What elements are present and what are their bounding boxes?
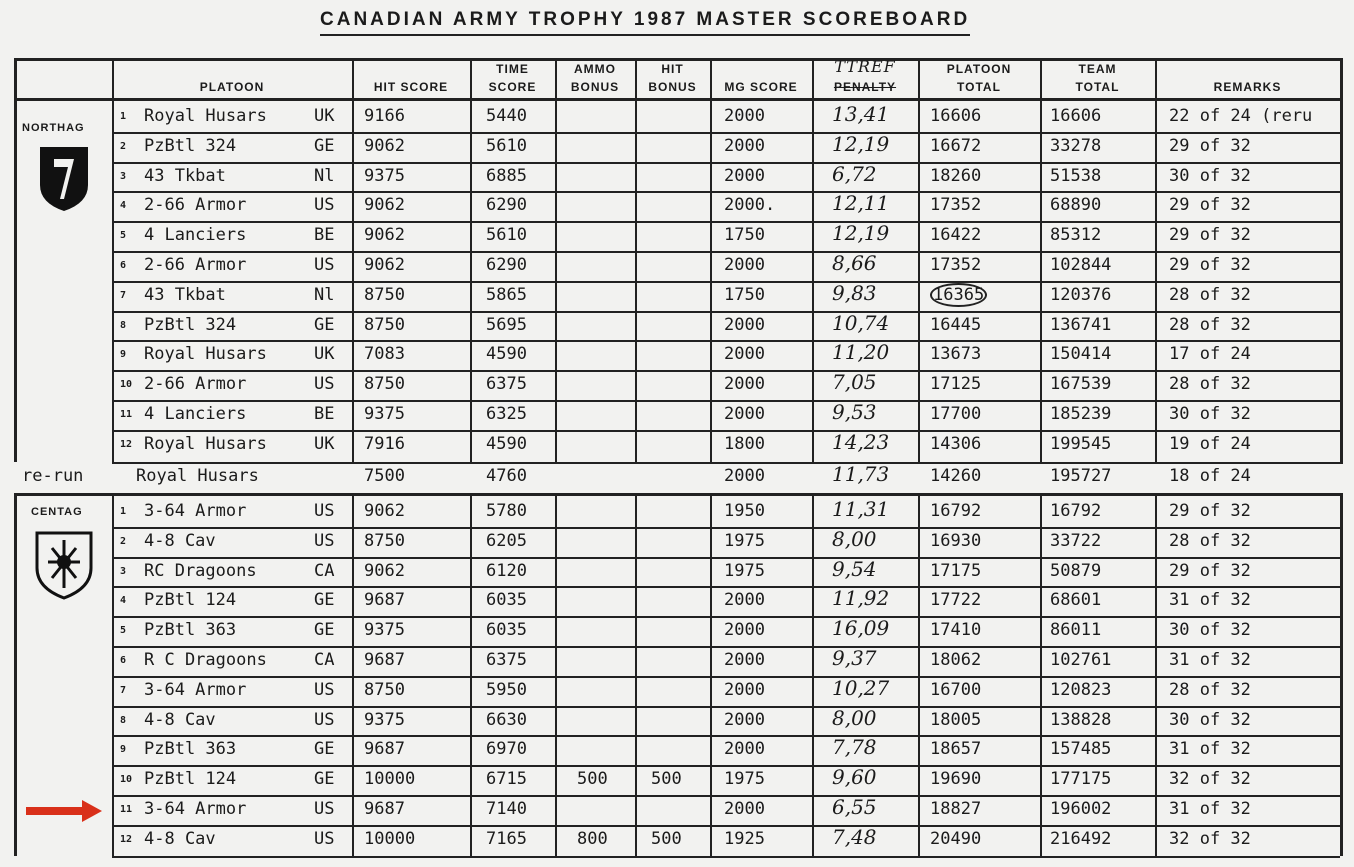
- row-number: 8: [120, 319, 127, 331]
- platoon-name: 2-66 Armor: [144, 255, 247, 275]
- country-code: GE: [314, 739, 335, 760]
- mg-score: 2000: [724, 650, 765, 670]
- platoon-total: 18260: [930, 165, 982, 186]
- platoon-total: 16606: [930, 106, 982, 126]
- time-score: 5865: [486, 284, 527, 305]
- remarks-value: 22 of 24 (reru: [1169, 106, 1313, 126]
- ttref-value: 16,09: [832, 616, 890, 641]
- rerun-team-total: 195727: [1050, 466, 1112, 486]
- platoon-total: [930, 281, 987, 310]
- row-number: 9: [120, 349, 127, 361]
- mg-score: 2000.: [724, 195, 776, 216]
- row-number: 7: [120, 289, 127, 301]
- remarks-value: 30 of 32: [1169, 404, 1251, 424]
- ammo-bonus: 800: [577, 828, 608, 849]
- remarks-value: 17 of 24: [1169, 344, 1251, 365]
- ttref-value: 10,74: [832, 310, 890, 335]
- ttref-value: 9,60: [832, 765, 877, 790]
- mg-score: 2000: [724, 739, 765, 760]
- hit-score: 9375: [364, 709, 405, 730]
- time-score: 6035: [486, 620, 527, 641]
- mg-score: 1925: [724, 828, 765, 849]
- team-total: 68890: [1050, 195, 1102, 216]
- time-score: 5695: [486, 314, 527, 335]
- team-total: 33278: [1050, 135, 1102, 156]
- platoon-total: 18657: [930, 739, 982, 760]
- remarks-value: 32 of 32: [1169, 769, 1251, 790]
- table-border-left: [14, 58, 17, 462]
- row-number: 2: [120, 535, 127, 547]
- remarks-value: 28 of 32: [1169, 314, 1251, 335]
- hit-score: 9687: [364, 650, 405, 670]
- platoon-name: 4 Lanciers: [144, 404, 247, 424]
- team-total: 177175: [1050, 769, 1112, 790]
- time-score: 7140: [486, 799, 527, 819]
- country-code: UK: [314, 344, 335, 365]
- time-score: 5610: [486, 225, 527, 246]
- row-number: 11: [120, 804, 133, 815]
- row-number: 12: [120, 833, 133, 845]
- platoon-total: 13673: [930, 344, 982, 365]
- hit-score: 8750: [364, 314, 405, 335]
- circled-mark: 16365: [930, 283, 987, 307]
- country-code: GE: [314, 620, 335, 641]
- rerun-mg-score: 2000: [724, 466, 765, 486]
- mg-score: 2000: [724, 106, 765, 126]
- platoon-total: 17700: [930, 404, 982, 424]
- row-number: 4: [120, 200, 127, 212]
- platoon-name: Royal Husars: [144, 344, 267, 365]
- remarks-value: 28 of 32: [1169, 679, 1251, 700]
- team-total: 68601: [1050, 590, 1102, 611]
- header-ttref: TTREF: [834, 57, 896, 76]
- row-number: 6: [120, 260, 127, 271]
- ttref-value: 14,23: [832, 429, 890, 454]
- header-remarks: REMARKS: [1213, 80, 1282, 94]
- hit-score: 10000: [364, 828, 416, 849]
- platoon-name: PzBtl 363: [144, 620, 237, 641]
- platoon-name: PzBtl 124: [144, 769, 237, 790]
- time-score: 4590: [486, 344, 527, 365]
- northag-shield-icon: [38, 145, 90, 213]
- hit-score: 7083: [364, 344, 405, 365]
- platoon-total: 17410: [930, 620, 982, 641]
- row-number: 6: [120, 655, 127, 666]
- centag-border-left: [14, 493, 17, 856]
- column-divider: [112, 493, 114, 856]
- header-penalty: PENALTY: [833, 80, 897, 94]
- time-score: 4590: [486, 433, 527, 454]
- column-divider: [1155, 493, 1157, 856]
- country-code: US: [314, 679, 335, 700]
- platoon-total: 16422: [930, 225, 982, 246]
- remarks-value: 29 of 32: [1169, 560, 1251, 581]
- platoon-total: 20490: [930, 828, 982, 849]
- remarks-value: 29 of 32: [1169, 501, 1251, 521]
- remarks-value: 32 of 32: [1169, 828, 1251, 849]
- header-platoon-total: PLATOON: [946, 62, 1012, 76]
- ttref-value: 8,00: [832, 705, 877, 730]
- team-total: 33722: [1050, 530, 1102, 551]
- platoon-name: 3-64 Armor: [144, 501, 247, 521]
- platoon-total: 17175: [930, 560, 982, 581]
- ttref-value: 12,19: [832, 131, 890, 156]
- remarks-value: 30 of 32: [1169, 165, 1251, 186]
- column-divider: [1040, 493, 1042, 856]
- country-code: GE: [314, 590, 335, 611]
- team-total: 120376: [1050, 284, 1112, 305]
- platoon-name: PzBtl 324: [144, 135, 237, 156]
- rerun-hit-score: 7500: [364, 466, 405, 486]
- hit-score: 9062: [364, 225, 405, 246]
- header-hit-bonus: HIT: [661, 62, 684, 76]
- row-number: 7: [120, 684, 127, 696]
- mg-score: 1975: [724, 769, 765, 790]
- platoon-name: PzBtl 363: [144, 739, 237, 760]
- hit-score: 9166: [364, 106, 405, 126]
- platoon-total: 16792: [930, 501, 982, 521]
- mg-score: 2000: [724, 620, 765, 641]
- remarks-value: 29 of 32: [1169, 255, 1251, 275]
- ammo-bonus: 500: [577, 769, 608, 790]
- team-total: 136741: [1050, 314, 1112, 335]
- mg-score: 2000: [724, 799, 765, 819]
- table-border-top: [14, 58, 1340, 61]
- column-divider: [352, 493, 354, 856]
- hit-score: 8750: [364, 530, 405, 551]
- country-code: Nl: [314, 165, 335, 186]
- ttref-value: 12,11: [832, 191, 890, 216]
- mg-score: 2000: [724, 314, 765, 335]
- time-score: 6715: [486, 769, 527, 790]
- time-score: 5780: [486, 501, 527, 521]
- platoon-total: 18827: [930, 799, 982, 819]
- team-total: 216492: [1050, 828, 1112, 849]
- hit-score: 9062: [364, 255, 405, 275]
- hit-score: 9375: [364, 404, 405, 424]
- platoon-name: R C Dragoons: [144, 650, 267, 670]
- team-total: 16792: [1050, 501, 1102, 521]
- platoon-name: RC Dragoons: [144, 560, 257, 581]
- header-mg-score: MG SCORE: [724, 80, 798, 94]
- remarks-value: 31 of 32: [1169, 739, 1251, 760]
- mg-score: 2000: [724, 709, 765, 730]
- mg-score: 1950: [724, 501, 765, 521]
- centag-label: CENTAG: [31, 506, 83, 518]
- hit-score: 9687: [364, 799, 405, 819]
- time-score: 6630: [486, 709, 527, 730]
- country-code: US: [314, 828, 335, 849]
- country-code: US: [314, 709, 335, 730]
- hit-score: 8750: [364, 284, 405, 305]
- row-number: 12: [120, 438, 133, 450]
- country-code: US: [314, 530, 335, 551]
- ttref-value: 9,83: [832, 280, 877, 305]
- table-border-right: [1340, 58, 1343, 464]
- time-score: 6120: [486, 560, 527, 581]
- row-number: 3: [120, 170, 127, 182]
- team-total: 157485: [1050, 739, 1112, 760]
- ttref-value: 6,72: [832, 161, 877, 186]
- mg-score: 1750: [724, 284, 765, 305]
- mg-score: 2000: [724, 344, 765, 365]
- platoon-total: 16930: [930, 530, 982, 551]
- platoon-total: 16672: [930, 135, 982, 156]
- row-number: 10: [120, 774, 133, 786]
- northag-label: NORTHAG: [22, 122, 85, 134]
- country-code: US: [314, 374, 335, 395]
- mg-score: 1800: [724, 433, 765, 454]
- team-total: 150414: [1050, 344, 1112, 365]
- hit-score: 9687: [364, 590, 405, 611]
- remarks-value: 19 of 24: [1169, 433, 1251, 454]
- platoon-name: 4-8 Cav: [144, 709, 216, 730]
- header-platoon: PLATOON: [199, 80, 265, 94]
- country-code: CA: [314, 560, 335, 581]
- mg-score: 2000: [724, 679, 765, 700]
- platoon-total: 18062: [930, 650, 982, 670]
- time-score: 6290: [486, 195, 527, 216]
- row-number: 1: [120, 506, 127, 517]
- platoon-name: 2-66 Armor: [144, 374, 247, 395]
- platoon-name: PzBtl 324: [144, 314, 237, 335]
- ttref-value: 8,00: [832, 526, 877, 551]
- hit-score: 9687: [364, 739, 405, 760]
- platoon-name: 3-64 Armor: [144, 679, 247, 700]
- platoon-name: 3-64 Armor: [144, 799, 247, 819]
- platoon-name: 43 Tkbat: [144, 165, 226, 186]
- header-hit-bonus-2: BONUS: [648, 80, 697, 94]
- ttref-value: 13,41: [832, 102, 890, 126]
- platoon-total: 17352: [930, 255, 982, 275]
- team-total: 199545: [1050, 433, 1112, 454]
- platoon-name: 2-66 Armor: [144, 195, 247, 216]
- mg-score: 1975: [724, 530, 765, 551]
- time-score: 6970: [486, 739, 527, 760]
- platoon-total: 14306: [930, 433, 982, 454]
- country-code: CA: [314, 650, 335, 670]
- header-team-total: TEAM: [1078, 62, 1117, 76]
- time-score: 5610: [486, 135, 527, 156]
- platoon-total: 19690: [930, 769, 982, 790]
- remarks-value: 28 of 32: [1169, 284, 1251, 305]
- team-total: 196002: [1050, 799, 1112, 819]
- time-score: 6325: [486, 404, 527, 424]
- row-number: 8: [120, 714, 127, 726]
- row-number: 4: [120, 595, 127, 607]
- country-code: GE: [314, 314, 335, 335]
- column-divider: [812, 493, 814, 856]
- platoon-total: 18005: [930, 709, 982, 730]
- platoon-total: 16700: [930, 679, 982, 700]
- remarks-value: 30 of 32: [1169, 620, 1251, 641]
- row-number: 10: [120, 379, 133, 391]
- rerun-platoon-total: 14260: [930, 466, 982, 486]
- mg-score: 1975: [724, 560, 765, 581]
- platoon-total: 17352: [930, 195, 982, 216]
- rerun-time-score: 4760: [486, 466, 527, 486]
- time-score: 6885: [486, 165, 527, 186]
- mg-score: 2000: [724, 165, 765, 186]
- ttref-value: 10,27: [832, 675, 890, 700]
- time-score: 6375: [486, 650, 527, 670]
- header-team-total-2: TOTAL: [1075, 80, 1120, 94]
- platoon-name: Royal Husars: [144, 433, 267, 454]
- row-number: 1: [120, 111, 127, 122]
- time-score: 6035: [486, 590, 527, 611]
- hit-score: 9062: [364, 560, 405, 581]
- column-divider: [710, 493, 712, 856]
- row-number: 9: [120, 744, 127, 756]
- header-platoon-total-2: TOTAL: [957, 80, 1001, 94]
- hit-score: 8750: [364, 374, 405, 395]
- rerun-ttref: 11,73: [832, 462, 890, 486]
- remarks-value: 29 of 32: [1169, 195, 1251, 216]
- ttref-value: 12,19: [832, 221, 890, 246]
- remarks-value: 29 of 32: [1169, 225, 1251, 246]
- platoon-name: Royal Husars: [144, 106, 267, 126]
- country-code: US: [314, 501, 335, 521]
- rerun-remarks: 18 of 24: [1169, 466, 1251, 486]
- time-score: 7165: [486, 828, 527, 849]
- hit-score: 9375: [364, 165, 405, 186]
- platoon-name: 4-8 Cav: [144, 828, 216, 849]
- remarks-value: 31 of 32: [1169, 799, 1251, 819]
- team-total: 102761: [1050, 650, 1112, 670]
- team-total: 86011: [1050, 620, 1102, 641]
- remarks-value: 30 of 32: [1169, 709, 1251, 730]
- row-number: 3: [120, 565, 127, 577]
- column-divider: [918, 493, 920, 856]
- mg-score: 2000: [724, 255, 765, 275]
- time-score: 6375: [486, 374, 527, 395]
- header-ammo-bonus-2: BONUS: [570, 80, 620, 94]
- rerun-platoon-name: Royal Husars: [136, 466, 259, 486]
- hit-score: 9062: [364, 195, 405, 216]
- ttref-value: 7,05: [832, 370, 877, 395]
- platoon-total: 17722: [930, 590, 982, 611]
- ttref-value: 9,54: [832, 556, 877, 581]
- country-code: UK: [314, 433, 335, 454]
- mg-score: 2000: [724, 135, 765, 156]
- hit-bonus: 500: [651, 769, 682, 790]
- platoon-total: 16445: [930, 314, 982, 335]
- hit-score: 9375: [364, 620, 405, 641]
- centag-shield-icon: [34, 530, 94, 600]
- header-time-score-2: SCORE: [488, 80, 537, 94]
- ttref-value: 7,48: [832, 824, 877, 849]
- ttref-value: 11,31: [832, 497, 890, 521]
- time-score: 5440: [486, 106, 527, 126]
- team-total: 167539: [1050, 374, 1112, 395]
- page-title: CANADIAN ARMY TROPHY 1987 MASTER SCOREBOARD: [320, 8, 970, 36]
- centag-border-top: [14, 493, 1340, 496]
- platoon-name: 43 Tkbat: [144, 284, 226, 305]
- red-arrow-icon: [24, 799, 104, 823]
- ttref-value: 11,92: [832, 586, 890, 611]
- platoon-name: 4-8 Cav: [144, 530, 216, 551]
- hit-score: 9062: [364, 135, 405, 156]
- remarks-value: 28 of 32: [1169, 374, 1251, 395]
- remarks-value: 31 of 32: [1169, 650, 1251, 670]
- mg-score: 1750: [724, 225, 765, 246]
- country-code: UK: [314, 106, 335, 126]
- ttref-value: 7,78: [832, 735, 877, 760]
- country-code: US: [314, 255, 335, 275]
- platoon-total: 17125: [930, 374, 982, 395]
- column-divider: [555, 493, 557, 856]
- ttref-value: 9,53: [832, 400, 877, 424]
- mg-score: 2000: [724, 374, 765, 395]
- remarks-value: 29 of 32: [1169, 135, 1251, 156]
- country-code: BE: [314, 225, 335, 246]
- country-code: US: [314, 799, 335, 819]
- column-divider: [635, 493, 637, 856]
- rerun-label: re-run: [22, 466, 84, 486]
- hit-score: 7916: [364, 433, 405, 454]
- country-code: GE: [314, 135, 335, 156]
- team-total: 85312: [1050, 225, 1102, 246]
- header-divider: [14, 98, 1340, 101]
- ttref-value: 8,66: [832, 251, 877, 275]
- team-total: 102844: [1050, 255, 1112, 275]
- team-total: 185239: [1050, 404, 1112, 424]
- column-divider: [470, 493, 472, 856]
- header-time-score: TIME: [496, 62, 529, 76]
- centag-border-bottom: [112, 856, 1340, 858]
- platoon-name: PzBtl 124: [144, 590, 237, 611]
- remarks-value: 31 of 32: [1169, 590, 1251, 611]
- country-code: BE: [314, 404, 335, 424]
- header-ammo-bonus: AMMO: [574, 62, 616, 76]
- country-code: US: [314, 195, 335, 216]
- time-score: 6290: [486, 255, 527, 275]
- mg-score: 2000: [724, 404, 765, 424]
- remarks-value: 28 of 32: [1169, 530, 1251, 551]
- mg-score: 2000: [724, 590, 765, 611]
- platoon-name: 4 Lanciers: [144, 225, 247, 246]
- country-code: GE: [314, 769, 335, 790]
- team-total: 51538: [1050, 165, 1102, 186]
- header-hit-score: HIT SCORE: [373, 80, 449, 94]
- hit-bonus: 500: [651, 828, 682, 849]
- team-total: 50879: [1050, 560, 1102, 581]
- row-number: 5: [120, 230, 127, 242]
- row-number: 5: [120, 625, 127, 637]
- time-score: 6205: [486, 530, 527, 551]
- hit-score: 9062: [364, 501, 405, 521]
- team-total: 16606: [1050, 106, 1102, 126]
- team-total: 120823: [1050, 679, 1112, 700]
- ttref-value: 9,37: [832, 646, 877, 670]
- team-total: 138828: [1050, 709, 1112, 730]
- row-number: 2: [120, 140, 127, 152]
- centag-border-right: [1340, 493, 1343, 856]
- row-number: 11: [120, 409, 133, 420]
- hit-score: 10000: [364, 769, 416, 790]
- hit-score: 8750: [364, 679, 405, 700]
- time-score: 5950: [486, 679, 527, 700]
- country-code: Nl: [314, 284, 335, 305]
- ttref-value: 6,55: [832, 795, 877, 819]
- ttref-value: 11,20: [832, 340, 890, 365]
